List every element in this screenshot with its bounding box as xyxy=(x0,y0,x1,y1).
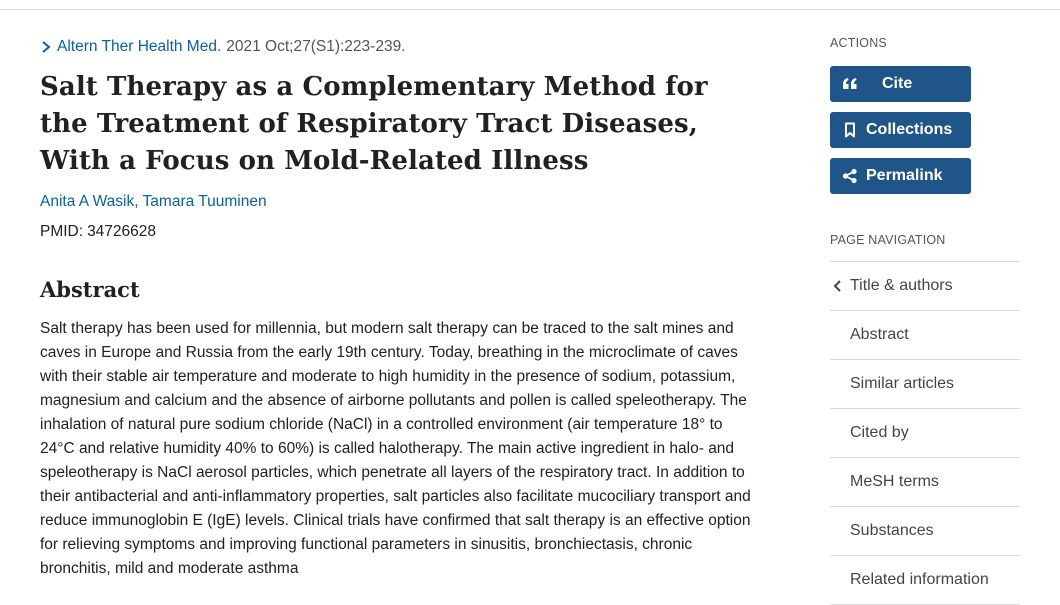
cite-button[interactable] xyxy=(830,66,971,102)
author-list xyxy=(40,193,760,211)
permalink-label: Permalink xyxy=(866,167,943,184)
abstract-heading: Abstract xyxy=(40,277,140,302)
nav-item-label: MeSH terms xyxy=(850,473,939,490)
nav-item-label: Similar articles xyxy=(850,375,955,392)
nav-item-related-information[interactable] xyxy=(830,556,1020,605)
nav-item-title-authors[interactable] xyxy=(830,262,1020,311)
page-navigation-heading: PAGE NAVIGATION xyxy=(830,233,946,247)
bookmark-icon xyxy=(842,122,858,138)
pmid-value: 34726628 xyxy=(87,223,157,240)
cite-label: Cite xyxy=(882,75,913,92)
nav-item-label: Abstract xyxy=(850,326,909,343)
sidebar xyxy=(830,36,1020,605)
author-separator: , xyxy=(134,193,139,210)
nav-item-substances[interactable] xyxy=(830,507,1020,556)
share-icon xyxy=(842,168,858,184)
chevron-left-icon xyxy=(832,279,842,293)
abstract-text: Salt therapy has been used for millennia, but modern salt therapy can be traced to the salt mines and caves in Europe and Russia from the early 19th century. Today, breathing in the microclimate of caves with their stable air temperature and moderate to high humidity in the presence of sodium, potassium, magnesium and calcium and the absence of airborne pollutants and pollen is called speleotherapy. The inhalation of natural pure sodium chloride (NaCl) in a controlled environment (air temperature 18° to 24°C and relative humidity 40% to 60%) is called halotherapy. The main active ingredient in halo- and speleotherapy is NaCl aerosol particles, which penetrate all layers of the respiratory tract. In addition to their antibacterial and anti-inflammatory properties, salt particles also facilitate mucociliary transport and reduce immunoglobin E (IgE) levels. Clinical trials have confirmed that salt therapy is an effective option for relieving symptoms and improving functional parameters in sinusitis, bronchiectasis, chronic bronchitis, mild and moderate asthma xyxy=(40,320,751,577)
page-navigation xyxy=(830,261,1020,605)
article-main xyxy=(40,36,760,581)
nav-item-label: Related information xyxy=(850,571,989,588)
actions-heading: ACTIONS xyxy=(830,36,887,50)
nav-item-cited-by[interactable] xyxy=(830,409,1020,458)
permalink-button[interactable] xyxy=(830,158,971,194)
citation-line xyxy=(40,36,760,58)
author-link[interactable]: Anita A Wasik xyxy=(40,193,135,210)
quote-icon xyxy=(842,76,858,92)
nav-item-similar-articles[interactable] xyxy=(830,360,1020,409)
header-divider xyxy=(0,9,1060,10)
collections-label: Collections xyxy=(866,121,953,138)
pmid-label: PMID: xyxy=(40,223,84,240)
pmid xyxy=(40,223,760,241)
article-title: Salt Therapy as a Complementary Method for the Treatment of Respiratory Tract Diseases, With a Focus on Mold-Related Illness xyxy=(40,72,708,176)
citation-date: 2021 Oct;27(S1):223-239. xyxy=(226,38,406,55)
nav-item-abstract[interactable] xyxy=(830,311,1020,360)
author-link[interactable]: Tamara Tuuminen xyxy=(142,193,267,210)
nav-item-mesh-terms[interactable] xyxy=(830,458,1020,507)
nav-item-label: Substances xyxy=(850,522,934,539)
nav-item-label: Cited by xyxy=(850,424,909,441)
collections-button[interactable] xyxy=(830,112,971,148)
chevron-right-icon[interactable] xyxy=(40,40,52,54)
journal-link[interactable]: Altern Ther Health Med. xyxy=(57,38,222,55)
nav-item-label: Title & authors xyxy=(850,277,953,294)
